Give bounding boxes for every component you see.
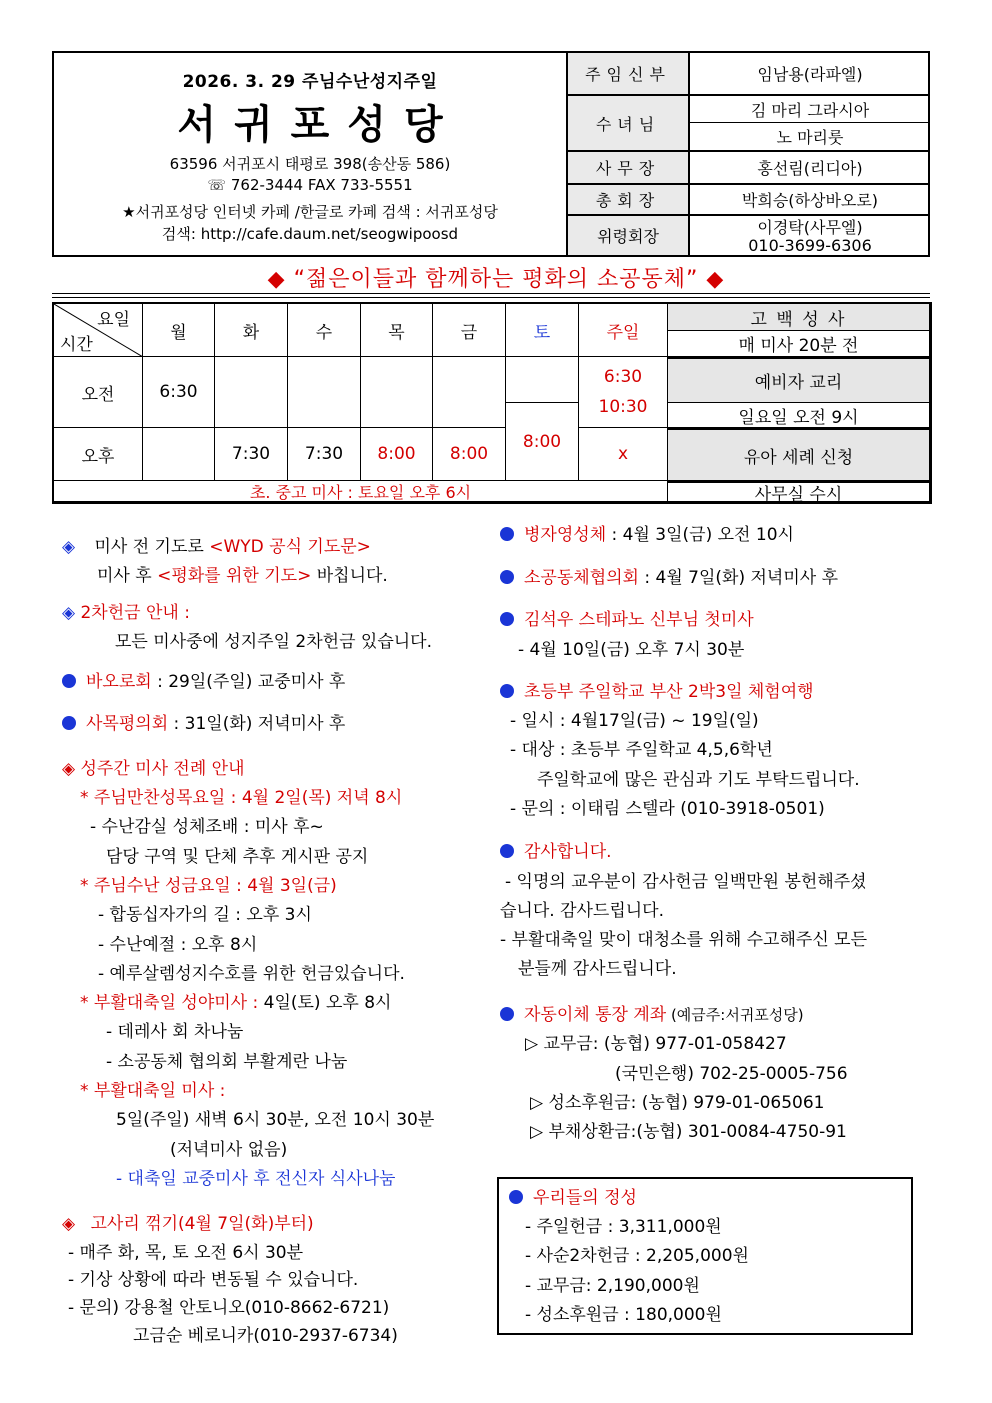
staff-row-memorial <box>568 216 930 255</box>
bullet-icon <box>500 570 514 584</box>
mass-time: 10:30 <box>598 397 648 417</box>
mass-time: 6:30 <box>603 367 643 387</box>
church-address: 63596 서귀포시 태평로 398(송산동 586) <box>169 155 451 173</box>
offering-box <box>497 1177 913 1335</box>
mass-time <box>506 357 579 403</box>
bullet-icon <box>500 612 514 626</box>
trip-detail: 주일학교에 많은 관심과 기도 부탁드립니다. <box>537 770 860 790</box>
day-sat: 토 <box>506 304 579 357</box>
diamond-bullet-icon: ◈ <box>62 537 76 557</box>
notice-text: : 4월 7일(화) 저녁미사 후 <box>638 568 838 588</box>
prayer-text: 미사 전 기도로 <box>94 537 210 557</box>
notice-title: 자동이체 통장 계좌 <box>524 1005 667 1025</box>
second-collection-heading <box>62 599 190 628</box>
prayer-line-1 <box>62 533 371 562</box>
holy-week-item: 담당 구역 및 단체 추후 게시판 공지 <box>106 847 369 867</box>
holy-week-item-title: * 부활대축일 성야미사 : <box>80 993 264 1013</box>
confession-title: 고 백 성 사 <box>668 304 930 331</box>
trip-detail: - 문의 : 이태림 스텔라 (010-3918-0501) <box>510 799 825 819</box>
holy-week-item: - 소공동체 협의회 부활계란 나눔 <box>106 1052 348 1072</box>
trip-detail: - 대상 : 초등부 주일학교 4,5,6학년 <box>510 740 773 760</box>
mass-time: 8:00 <box>361 428 433 481</box>
row-label-evening: 오후 <box>54 428 143 481</box>
paul-group-notice <box>62 668 345 697</box>
confession-time: 매 미사 20분 전 <box>668 331 930 357</box>
divider <box>52 293 930 294</box>
mass-time: 8:00 <box>433 428 506 481</box>
thanks-notice <box>500 838 612 867</box>
church-phone: ☏ 762-3444 FAX 733-5551 <box>207 176 413 194</box>
diamond-icon: ◆ <box>267 267 286 292</box>
mass-time: 7:30 <box>288 428 361 481</box>
catechumen-title: 예비자 교리 <box>668 357 930 403</box>
day-thu: 목 <box>361 304 433 357</box>
bulletin-date: 2026. 3. 29 주님수난성지주일 <box>182 72 438 92</box>
thanks-text: - 익명의 교우분이 감사헌금 일백만원 봉헌해주셨 <box>505 872 867 892</box>
staff-row-president <box>568 185 930 216</box>
bracken-item: - 매주 화, 목, 토 오전 6시 30분 <box>68 1243 304 1263</box>
bullet-icon <box>500 527 514 541</box>
notice-text: : 29일(주일) 교중미사 후 <box>151 672 346 692</box>
prayer-name: <WYD 공식 기도문> <box>209 537 371 557</box>
church-url[interactable]: 검색: http://cafe.daum.net/seogwipoosd <box>161 225 459 243</box>
mass-time-saturday: 8:00 <box>506 403 579 481</box>
offering-heading <box>509 1184 637 1213</box>
diamond-bullet-icon: ◈ <box>62 759 76 779</box>
first-mass-notice <box>500 606 754 635</box>
row-label-morning: 오전 <box>54 357 143 428</box>
thanks-text: 분들께 감사드립니다. <box>518 959 677 979</box>
staff-role: 사무장 <box>568 152 690 183</box>
day-wed: 수 <box>288 304 361 357</box>
second-collection-title: 2차헌금 안내 : <box>80 603 190 623</box>
sick-communion-notice <box>500 521 794 550</box>
holy-week-item: - 대축일 교중미사 후 전신자 식사나눔 <box>116 1169 396 1189</box>
notice-title: 사목평의회 <box>86 714 169 734</box>
diamond-icon: ◆ <box>706 267 725 292</box>
slogan-text: “젊은이들과 함께하는 평화의 소공동체” <box>293 267 699 292</box>
bank-account: ▷ 교무금: (농협) 977-01-058427 <box>525 1034 787 1054</box>
staff-name: 홍선림(리디아) <box>757 159 863 178</box>
staff-table <box>568 53 930 255</box>
staff-name: 노 마리룻 <box>776 128 844 147</box>
thanks-text: 습니다. 감사드립니다. <box>500 901 665 921</box>
church-info <box>54 53 568 255</box>
church-cafe: ★서귀포성당 인터넷 카페 /한글로 카페 검색 : 서귀포성당 <box>122 203 498 221</box>
baptism-title: 유아 세례 신청 <box>668 428 930 481</box>
notice-title: 병자영성체 <box>524 525 607 545</box>
bank-holder: (예금주:서귀포성당) <box>666 1006 804 1024</box>
mass-time <box>143 428 215 481</box>
bank-notice <box>500 1001 804 1030</box>
holy-week-item: - 합동십자가의 길 : 오후 3시 <box>98 905 312 925</box>
staff-name: 이경탁(사무엘) <box>757 217 863 237</box>
staff-role: 총회장 <box>568 185 690 214</box>
bulletin-header <box>52 51 930 257</box>
staff-role: 위령회장 <box>568 216 690 255</box>
mass-time: x <box>579 428 668 481</box>
mass-time <box>288 357 361 428</box>
bullet-icon <box>62 674 76 688</box>
holy-week-item: - 수난예절 : 오후 8시 <box>98 935 258 955</box>
catechumen-time: 일요일 오전 9시 <box>668 403 930 428</box>
bracken-item: - 기상 상황에 따라 변동될 수 있습니다. <box>68 1270 359 1290</box>
bullet-icon <box>509 1190 523 1204</box>
mass-time <box>433 357 506 428</box>
mass-time: 6:30 <box>143 357 215 428</box>
notice-title: 초등부 주일학교 부산 2박3일 체험여행 <box>524 682 814 702</box>
bracken-title: 고사리 꺾기(4월 7일(화)부터) <box>90 1214 314 1234</box>
bank-account: ▷ 부채상환금:(농협) 301-0084-4750-91 <box>530 1122 847 1142</box>
notice-title: 소공동체협의회 <box>524 568 639 588</box>
diamond-bullet-icon: ◈ <box>62 1214 76 1234</box>
trip-notice <box>500 678 814 707</box>
staff-phone: 010-3699-6306 <box>748 236 872 255</box>
mass-time: 7:30 <box>215 428 288 481</box>
bank-account: (국민은행) 702-25-0005-756 <box>615 1064 848 1084</box>
notice-text: : 31일(화) 저녁미사 후 <box>168 714 346 734</box>
offering-item: - 주일헌금 : 3,311,000원 <box>525 1217 722 1237</box>
day-tue: 화 <box>215 304 288 357</box>
day-fri: 금 <box>433 304 506 357</box>
notice-title: 감사합니다. <box>524 842 612 862</box>
prayer-text: 미사 후 <box>97 566 158 586</box>
bullet-icon <box>62 716 76 730</box>
offering-item: - 성소후원금 : 180,000원 <box>525 1305 722 1325</box>
staff-role: 수녀님 <box>568 96 690 150</box>
corner-day-label: 요일 <box>97 310 130 330</box>
youth-mass-note: 초. 중고 미사 : 토요일 오후 6시 <box>54 481 668 502</box>
holy-week-item: (저녁미사 없음) <box>170 1140 288 1160</box>
staff-name: 임남용(라파엘) <box>757 65 863 84</box>
offering-item: - 사순2차헌금 : 2,205,000원 <box>525 1246 749 1266</box>
diamond-bullet-icon: ◈ <box>62 603 76 623</box>
notice-title: 김석우 스테파노 신부님 첫미사 <box>524 610 754 630</box>
holy-week-title: 성주간 미사 전례 안내 <box>80 759 245 779</box>
day-mon: 월 <box>143 304 215 357</box>
staff-role: 주임신부 <box>568 53 690 94</box>
staff-name: 김 마리 그라시아 <box>690 96 930 123</box>
second-collection-text: 모든 미사중에 성지주일 2차헌금 있습니다. <box>115 632 433 652</box>
trip-detail: - 일시 : 4월17일(금) ~ 19일(일) <box>510 711 759 731</box>
holy-week-item: * 주님수난 성금요일 : 4월 3일(금) <box>80 876 337 896</box>
bracken-item: - 문의) 강용철 안토니오(010-8662-6721) <box>68 1298 390 1318</box>
staff-row-pastor <box>568 53 930 96</box>
scc-council-notice <box>500 564 838 593</box>
schedule-corner <box>54 304 143 357</box>
holy-week-item <box>80 989 391 1018</box>
holy-week-item: - 데레사 회 차나눔 <box>106 1022 244 1042</box>
offering-item: - 교무금: 2,190,000원 <box>525 1276 700 1296</box>
staff-name: 박희승(하상바오로) <box>741 191 879 210</box>
mass-time <box>361 357 433 428</box>
staff-row-sisters <box>568 96 930 152</box>
notice-title: 바오로회 <box>86 672 152 692</box>
holy-week-item: * 부활대축일 미사 : <box>80 1081 226 1101</box>
prayer-line-2 <box>97 562 388 591</box>
holy-week-item: * 주님만찬성목요일 : 4월 2일(목) 저녁 8시 <box>80 788 403 808</box>
mass-time <box>215 357 288 428</box>
staff-row-secretary <box>568 152 930 185</box>
church-name: 서귀포성당 <box>177 102 461 148</box>
holy-week-item: 5일(주일) 새벽 6시 30분, 오전 10시 30분 <box>116 1110 435 1130</box>
slogan <box>0 262 992 293</box>
mass-schedule <box>52 302 932 504</box>
bullet-icon <box>500 844 514 858</box>
offering-title: 우리들의 정성 <box>533 1188 637 1208</box>
holy-week-item: - 수난감실 성체조배 : 미사 후~ <box>90 817 324 837</box>
bullet-icon <box>500 1007 514 1021</box>
bullet-icon <box>500 684 514 698</box>
holy-week-item: - 예루살렘성지수호를 위한 헌금있습니다. <box>98 964 405 984</box>
pastoral-council-notice <box>62 710 345 739</box>
first-mass-time: - 4월 10일(금) 오후 7시 30분 <box>518 640 745 660</box>
thanks-text: - 부활대축일 맞이 대청소를 위해 수고해주신 모든 <box>500 930 867 950</box>
holy-week-item-time: 4일(토) 오후 8시 <box>263 993 392 1013</box>
divider <box>52 297 930 298</box>
prayer-text: 바칩니다. <box>311 566 388 586</box>
day-sun: 주일 <box>579 304 668 357</box>
baptism-time: 사무실 수시 <box>668 481 930 502</box>
holy-week-heading <box>62 755 245 784</box>
prayer-name: <평화를 위한 기도> <box>157 566 312 586</box>
notice-text: : 4월 3일(금) 오전 10시 <box>606 525 794 545</box>
bracken-item: 고금순 베로니카(010-2937-6734) <box>133 1326 398 1346</box>
bracken-heading <box>62 1210 314 1239</box>
sunday-morning-times <box>579 357 668 428</box>
bank-account: ▷ 성소후원금: (농협) 979-01-065061 <box>530 1093 825 1113</box>
corner-time-label: 시간 <box>60 335 93 355</box>
